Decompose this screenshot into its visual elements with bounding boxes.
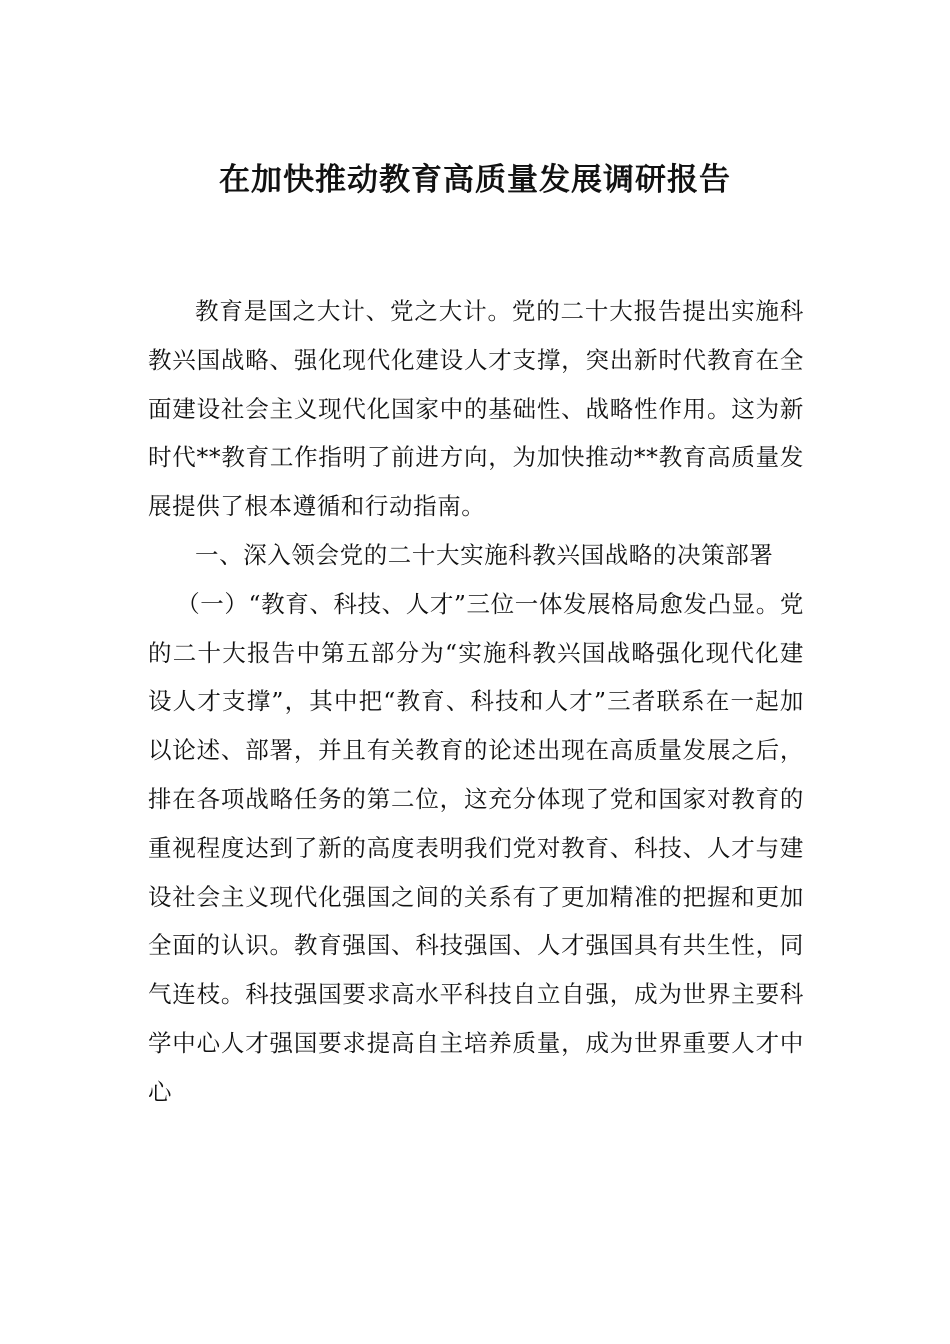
section-1-subsection-1: （一）“教育、科技、人才”三位一体发展格局愈发凸显。党的二十大报告中第五部分为“实施科教兴国战略强化现代化建设人才支撑”，其中把“教育、科技和人才”三者联系在一起加以论述、部署，并且有关教育的论述出现在高质量发展之后，排在各项战略任务的第二位，这充分体现了党和国家对教育的重视程度达到了新的高度表明我们党对教育、科技、人才与建设社会主义现代化强国之间的关系有了更加精准的把握和更加全面的认识。教育强国、科技强国、人才强国具有共生性，同气连枝。科技强国要求高水平科技自立自强，成为世界主要科学中心人才强国要求提高自主培养质量，成为世界重要人才中心 <box>148 589 804 1106</box>
intro-paragraph: 教育是国之大计、党之大计。党的二十大报告提出实施科教兴国战略、强化现代化建设人才支撑，突出新时代教育在全面建设社会主义现代化国家中的基础性、战略性作用。这为新时代**教育工作指明了前进方向，为加快推动**教育高质量发展提供了根本遵循和行动指南。 <box>148 297 804 521</box>
document-body <box>148 287 804 1117</box>
section-1-heading: 一、深入领会党的二十大实施科教兴国战略的决策部署 <box>195 540 774 569</box>
document-title: 在加快推动教育高质量发展调研报告 <box>219 162 731 198</box>
